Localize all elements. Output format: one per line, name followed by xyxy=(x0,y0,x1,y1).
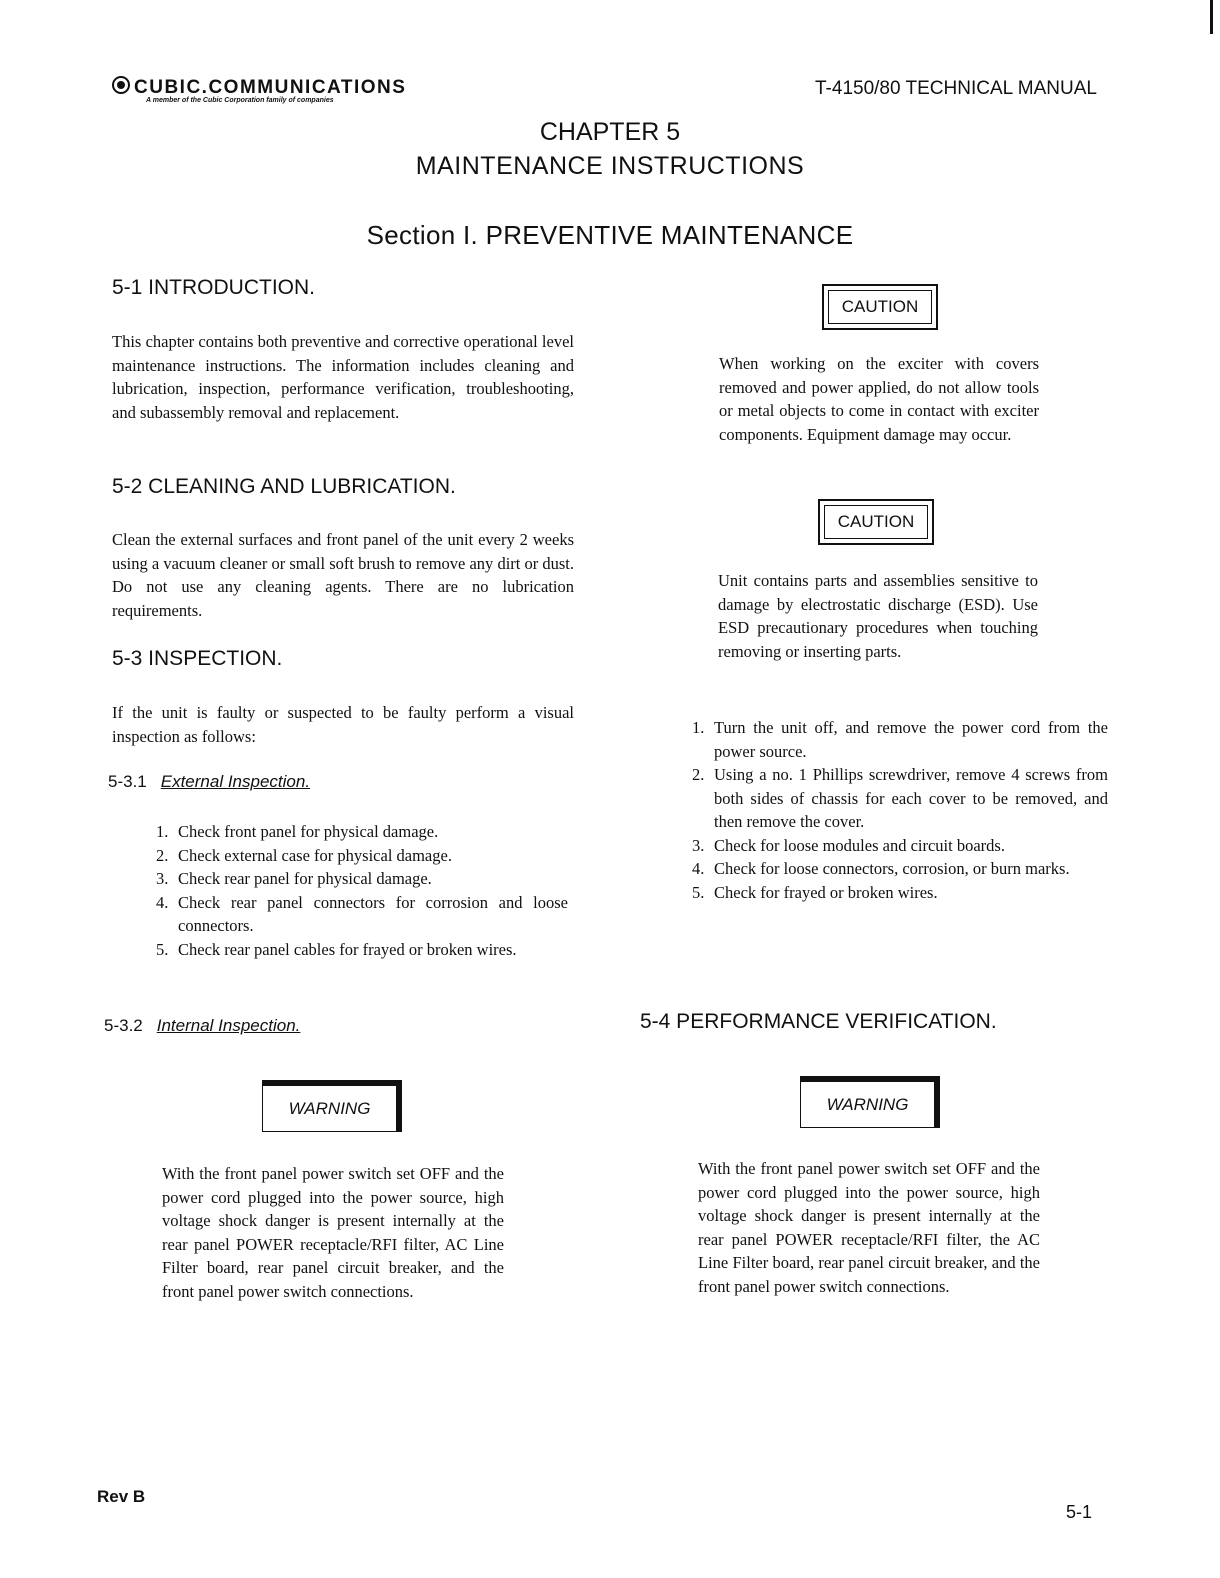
list-item: 2. Check external case for physical damage. xyxy=(156,845,452,865)
section-title: Section I. PREVENTIVE MAINTENANCE xyxy=(366,220,854,250)
subheading-5-3-2 xyxy=(104,1016,300,1036)
cubic-logo-icon xyxy=(112,76,130,94)
list-item: 1. Check front panel for physical damage. xyxy=(156,822,439,841)
caution-text-2: Unit contains parts and assemblies sensitive to damage by electrostatic discharge (ESD). Use ESD precautionary procedures when touching removing or inserting parts. xyxy=(718,571,1038,661)
heading-5-3: 5-3 INSPECTION. xyxy=(112,647,283,670)
warning-text-performance: With the front panel power switch set OFF and the power cord plugged into the power source, high voltage shock danger is present internally at the rear panel POWER receptacle/RFI filter, the AC Line Filter board, rear panel circuit breaker, and the front panel power switch connections. xyxy=(698,1159,1040,1296)
company-tagline: A member of the Cubic Corporation family of companies xyxy=(146,97,334,104)
list-item: 5. Check for frayed or broken wires. xyxy=(692,882,938,902)
cleaning-paragraph: Clean the external surfaces and front panel of the unit every 2 weeks using a vacuum cleaner or small soft brush to remove any dirt or dust. Do not use any cleaning agents. There are no lubrication requirements. xyxy=(112,530,574,620)
company-logo xyxy=(112,76,406,99)
caution-label: CAUTION xyxy=(828,290,932,324)
subheading-number: 5-3.1 xyxy=(108,772,147,791)
inspection-paragraph: If the unit is faulty or suspected to be faulty perform a visual inspection as follows: xyxy=(112,703,574,746)
list-item: 4. Check for loose connectors, corrosion, or burn marks. xyxy=(692,859,1070,878)
heading-5-2: 5-2 CLEANING AND LUBRICATION. xyxy=(112,475,456,498)
company-name: CUBIC.COMMUNICATIONS xyxy=(134,77,407,98)
list-item: 2. Using a no. 1 Phillips screwdriver, remove 4 screws from both sides of chassis for each cover to be removed, and then remove the cover. xyxy=(692,765,1108,831)
subheading-title: Internal Inspection. xyxy=(156,1016,301,1035)
list-item: 5. Check rear panel cables for frayed or broken wires. xyxy=(156,939,517,959)
heading-5-4: 5-4 PERFORMANCE VERIFICATION. xyxy=(640,1010,997,1033)
warning-box-performance: WARNING xyxy=(800,1076,940,1128)
heading-5-1: 5-1 INTRODUCTION. xyxy=(112,276,316,299)
caution-box-1 xyxy=(822,284,938,330)
revision-label: Rev B xyxy=(97,1487,146,1506)
caution-text-1: When working on the exciter with covers removed and power applied, do not allow tools or metal objects to come in contact with exciter components. Equipment damage may occur. xyxy=(719,354,1039,444)
external-inspection-steps xyxy=(156,820,568,961)
list-item: 3. Check for loose modules and circuit boards. xyxy=(692,835,1005,855)
warning-text-internal: With the front panel power switch set OFF and the power cord plugged into the power source, high voltage shock danger is present internally at the rear panel POWER receptacle/RFI filter, AC Line Filter board, rear panel circuit breaker, and the front panel power switch connections. xyxy=(162,1164,504,1301)
list-item: 3. Check rear panel for physical damage. xyxy=(156,869,432,888)
subheading-5-3-1 xyxy=(108,772,310,792)
warning-box-internal: WARNING xyxy=(262,1080,402,1132)
chapter-number: CHAPTER 5 xyxy=(539,118,681,146)
edge-mark xyxy=(1210,0,1213,34)
page-number: 5-1 xyxy=(1066,1502,1093,1522)
caution-label: CAUTION xyxy=(824,505,928,539)
intro-paragraph: This chapter contains both preventive and corrective operational level maintenance instructions. The information includes cleaning and lubrication, inspection, performance verification, troubleshooting, and subassembly removal and replacement. xyxy=(112,332,574,422)
internal-inspection-steps xyxy=(692,716,1108,904)
list-item: 4. Check rear panel connectors for corrosion and loose connectors. xyxy=(156,892,568,935)
subheading-title: External Inspection. xyxy=(160,772,311,791)
subheading-number: 5-3.2 xyxy=(104,1016,143,1035)
list-item: 1. Turn the unit off, and remove the power cord from the power source. xyxy=(692,718,1108,761)
chapter-title: MAINTENANCE INSTRUCTIONS xyxy=(415,152,805,180)
caution-box-2 xyxy=(818,499,934,545)
manual-title: T-4150/80 TECHNICAL MANUAL xyxy=(815,78,1097,99)
